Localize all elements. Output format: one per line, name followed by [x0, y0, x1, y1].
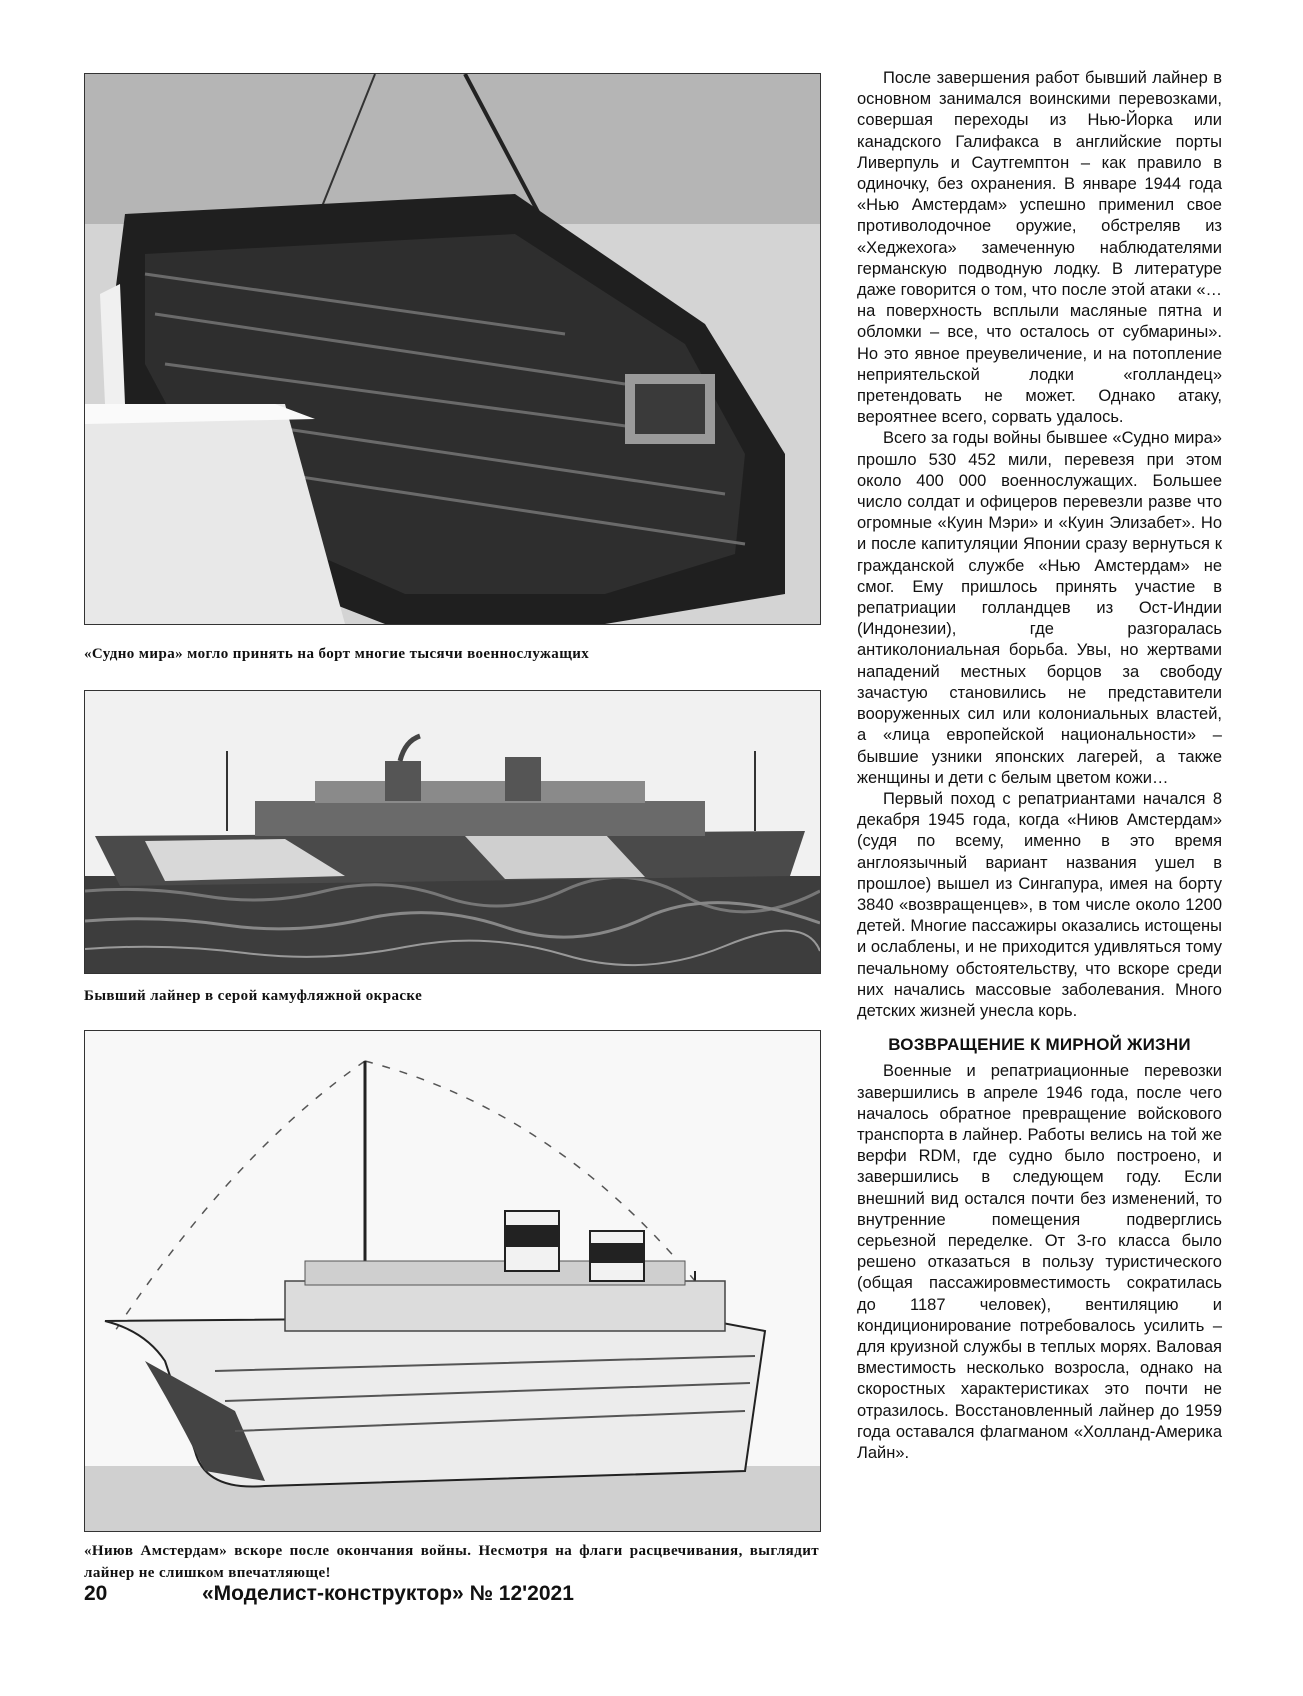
liner-flags-photo — [85, 1031, 820, 1531]
article-text-column — [857, 68, 1222, 1464]
figure-3-caption: «Ниюв Амстердам» вскоре после окончания войны. Несмотря на флаги расцвечивания, выглядит лайнер не слишком впечатляюще! — [84, 1543, 819, 1581]
page-number: 20 — [84, 1582, 108, 1605]
article-paragraph-2: Всего за годы войны бывшее «Судно мира» прошло 530 452 мили, перевезя при этом около 400 000 военнослужащих. Большее число солдат и офицеров перевезли разве что огромные «Куин Мэри» и «Куин Элизабет». Но и после капитуляции Японии сразу вернуться к гражданской службе «Нью Амстердам» не смог. Ему пришлось принять участие в репатриации голландцев из Ост-Индии (Индонезии), где разгоралась антиколониальная борьба. Увы, но жертвами нападений местных борцов за свободу зачастую становились не представители вооруженных сил или колониальных властей, а «лица европейской национальности» – бывшие узники японских лагерей, а также женщины и дети с белым цветом кожи… — [857, 429, 1222, 787]
figure-2-caption: Бывший лайнер в серой камуфляжной окраске — [84, 988, 423, 1004]
article-paragraph-4: Военные и репатриационные перевозки завершились в апреле 1946 года, после чего началось обратное превращение войскового транспорта в лайнер. Работы велись на той же верфи RDM, где судно было построено, и завершились в следующем году. Если внешний вид остался почти без изменений, то внутренние помещения подверглись серьезной переделке. От 3-го класса было решено отказаться в пользу туристического (общая пассажировместимость сократилась до 1187 человек), вентиляцию и кондиционирование потребовалось усилить – для круизной службы в теплых морях. Валовая вместимость несколько возросла, однако на скоростных характеристиках это почти не отразилось. Восстановленный лайнер до 1959 года оставался флагманом «Холланд-Америка Лайн». — [857, 1062, 1222, 1462]
liner-camouflage-photo — [85, 691, 820, 973]
section-heading: ВОЗВРАЩЕНИЕ К МИРНОЙ ЖИЗНИ — [888, 1035, 1191, 1055]
figure-2-photo — [84, 690, 821, 974]
article-paragraph-3: Первый поход с репатриантами начался 8 декабря 1945 года, когда «Ниюв Амстердам» (судя по всему, именно в это время англоязычный вариант названия ушел в прошлое) вышел из Сингапура, имея на борту 3840 «возвращенцев», в том числе около 1200 детей. Многие пассажиры оказались истощены и ослаблены, и не приходится удивляться тому печальному обстоятельству, что вскоре среди них начались массовые заболевания. Много детских жизней унесла корь. — [857, 789, 1222, 1020]
figure-3-photo — [84, 1030, 821, 1532]
article-paragraph-1: После завершения работ бывший лайнер в основном занимался воинскими перевозками, совершая переходы из Нью-Йорка или канадского Галифакса в английские порты Ливерпуль и Саутгемптон – как правило в одиночку, без охранения. В январе 1944 года «Нью Амстердам» успешно применил свое противолодочное оружие, обстреляв из «Хеджехога» замеченную наблюдателями германскую подводную лодку. В литературе даже говорится о том, что после этой атаки «…на поверхность всплыли масляные пятна и обломки – все, что осталось от субмарины». Но это явное преувеличение, и на потопление неприятельской лодки «голландец» претендовать не может. Однако атаку, вероятнее всего, сорвать удалось. — [857, 69, 1222, 427]
figure-1-caption: «Судно мира» могло принять на борт многие тысячи военнослужащих — [84, 646, 590, 662]
magazine-title: «Моделист-конструктор» № 12'2021 — [202, 1582, 574, 1605]
figure-1-photo — [84, 73, 821, 625]
crowded-troopship-deck-photo — [85, 74, 820, 624]
